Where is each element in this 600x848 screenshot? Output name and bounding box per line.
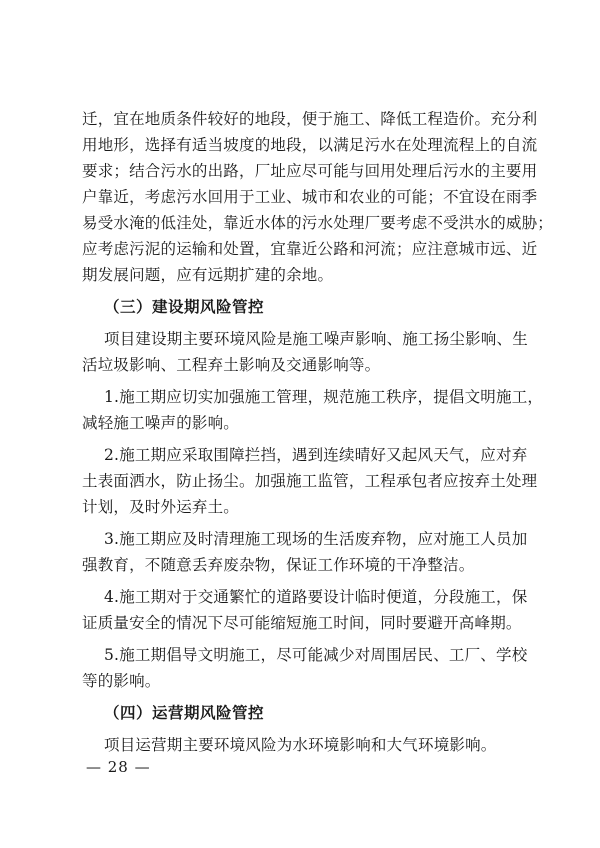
paragraph-line: 应考虑污泥的运输和处置，宜靠近公路和河流；应注意城市远、近 — [82, 240, 538, 258]
list-item-3-line: 强教育，不随意丢弃废杂物，保证工作环境的干净整洁。 — [82, 556, 475, 574]
section-heading-construction: （三）建设期风险管控 — [104, 298, 265, 316]
page-number: — 28 — — [86, 758, 151, 776]
paragraph-line: 用地形，选择有适当坡度的地段，以满足污水在处理流程上的自流 — [82, 136, 538, 154]
list-item-5-line: 等的影响。 — [82, 672, 161, 690]
paragraph-line: 项目建设期主要环境风险是施工噪声影响、施工扬尘影响、生 — [104, 330, 528, 348]
list-item-3-line: 3.施工期应及时清理施工现场的生活废弃物，应对施工人员加 — [104, 530, 528, 548]
list-item-1-line: 1.施工期应切实加强施工管理，规范施工秩序，提倡文明施工， — [104, 388, 544, 406]
list-item-2-line: 计划，及时外运弃土。 — [82, 498, 240, 516]
list-item-2-line: 土表面洒水，防止扬尘。加强施工监管，工程承包者应按弃土处理 — [82, 472, 538, 490]
list-item-2-line: 2.施工期应采取围障拦挡，遇到连续晴好又起风天气，应对弃 — [104, 446, 528, 464]
list-item-4-line: 4.施工期对于交通繁忙的道路要设计临时便道，分段施工，保 — [104, 588, 528, 606]
document-body — [82, 106, 554, 758]
paragraph-line: 活垃圾影响、工程弃土影响及交通影响等。 — [82, 356, 381, 374]
section-heading-operation: （四）运营期风险管控 — [104, 704, 265, 722]
list-item-1-line: 减轻施工噪声的影响。 — [82, 414, 240, 432]
list-item-5-line: 5.施工期倡导文明施工，尽可能减少对周围居民、工厂、学校 — [104, 646, 528, 664]
paragraph-line: 户靠近，考虑污水回用于工业、城市和农业的可能；不宜设在雨季 — [82, 188, 538, 206]
paragraph-line: 迁，宜在地质条件较好的地段，便于施工、降低工程造价。充分利 — [82, 110, 538, 128]
paragraph-line: 易受水淹的低洼处，靠近水体的污水处理厂要考虑不受洪水的威胁； — [82, 214, 554, 232]
paragraph-line: 期发展问题，应有远期扩建的余地。 — [82, 266, 334, 284]
list-item-4-line: 证质量安全的情况下尽可能缩短施工时间，同时要避开高峰期。 — [82, 614, 522, 632]
paragraph-line: 要求；结合污水的出路，厂址应尽可能与回用处理后污水的主要用 — [82, 162, 538, 180]
paragraph-line: 项目运营期主要环境风险为水环境影响和大气环境影响。 — [104, 736, 497, 754]
